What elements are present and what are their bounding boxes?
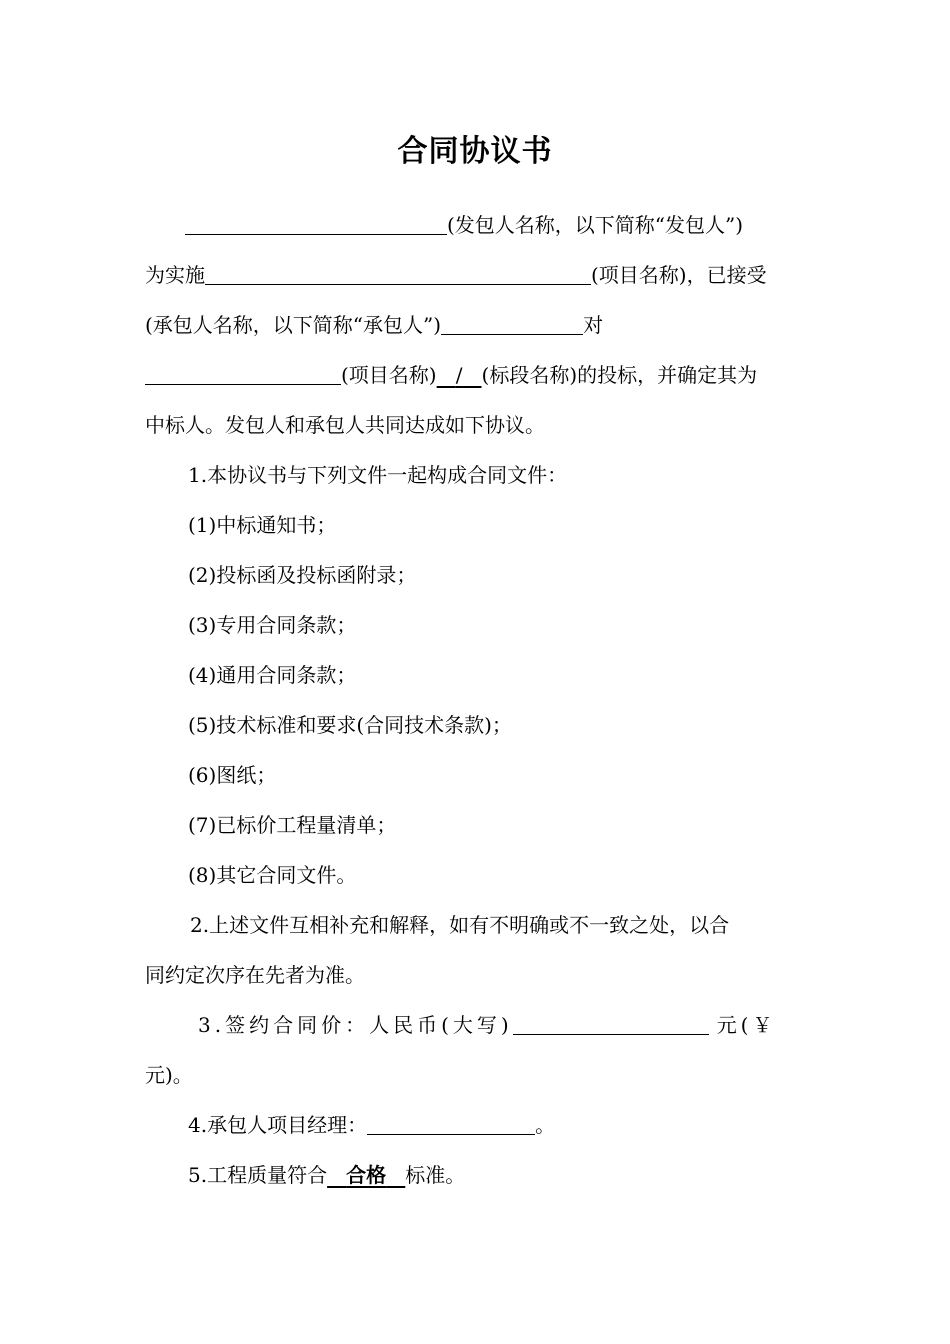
item-3-line-2: 元)。 (145, 1063, 193, 1087)
contract-price-label: 3.签约合同价：人民币(大写) (198, 1013, 513, 1037)
project-name-blank[interactable] (205, 262, 591, 285)
document-title: 合同协议书 (397, 134, 553, 169)
item-4: 4.承包人项目经理： 。 (188, 1113, 556, 1137)
doc-list-item: (8)其它合同文件。 (188, 863, 357, 887)
contractor-name-blank[interactable] (441, 312, 583, 335)
intro-text: (项目名称)，已接受 (591, 263, 767, 287)
intro-line-3 (145, 310, 603, 340)
doc-list-item: (2)投标函及投标函附录； (188, 563, 417, 587)
item-5: 5.工程质量符合 合格 标准。 (188, 1163, 466, 1187)
item-2-line-2: 同约定次序在先者为准。 (145, 963, 365, 987)
project-name-blank-2[interactable] (145, 362, 341, 385)
item-3-line-1 (198, 1010, 777, 1040)
quality-label: 5.工程质量符合 (188, 1163, 328, 1187)
intro-text: 为实施 (145, 263, 205, 287)
item-2-line-1: 2.上述文件互相补充和解释，如有不明确或不一致之处，以合 (190, 913, 730, 937)
intro-text: 对 (583, 313, 604, 337)
employer-name-blank[interactable] (185, 212, 447, 235)
doc-list-item: (1)中标通知书； (188, 513, 337, 537)
intro-line-5: 中标人。发包人和承包人共同达成如下协议。 (145, 413, 545, 437)
intro-text: (发包人名称，以下简称“发包人”) (447, 213, 744, 237)
intro-line-1 (185, 210, 743, 240)
doc-list-item: (5)技术标准和要求(合同技术条款)； (188, 713, 512, 737)
item-1: 1.本协议书与下列文件一起构成合同文件： (188, 463, 568, 487)
project-manager-label: 4.承包人项目经理： (188, 1113, 368, 1137)
contract-price-words-blank[interactable] (513, 1012, 709, 1035)
contract-price-currency: 元(￥ (716, 1013, 777, 1037)
doc-list-item: (4)通用合同条款； (188, 663, 357, 687)
project-manager-blank[interactable] (367, 1112, 535, 1135)
intro-text: (标段名称)的投标，并确定其为 (481, 363, 758, 387)
doc-list-item: (7)已标价工程量清单； (188, 813, 397, 837)
section-name-value[interactable]: / (455, 363, 463, 387)
doc-list-item: (6)图纸； (188, 763, 277, 787)
intro-text: (项目名称) (341, 363, 437, 387)
intro-line-2 (145, 260, 767, 290)
doc-list-item: (3)专用合同条款； (188, 613, 357, 637)
quality-standard-value[interactable]: 合格 (346, 1163, 387, 1187)
intro-line-4 (145, 360, 757, 390)
intro-text: (承包人名称，以下简称“承包人”) (145, 313, 442, 337)
